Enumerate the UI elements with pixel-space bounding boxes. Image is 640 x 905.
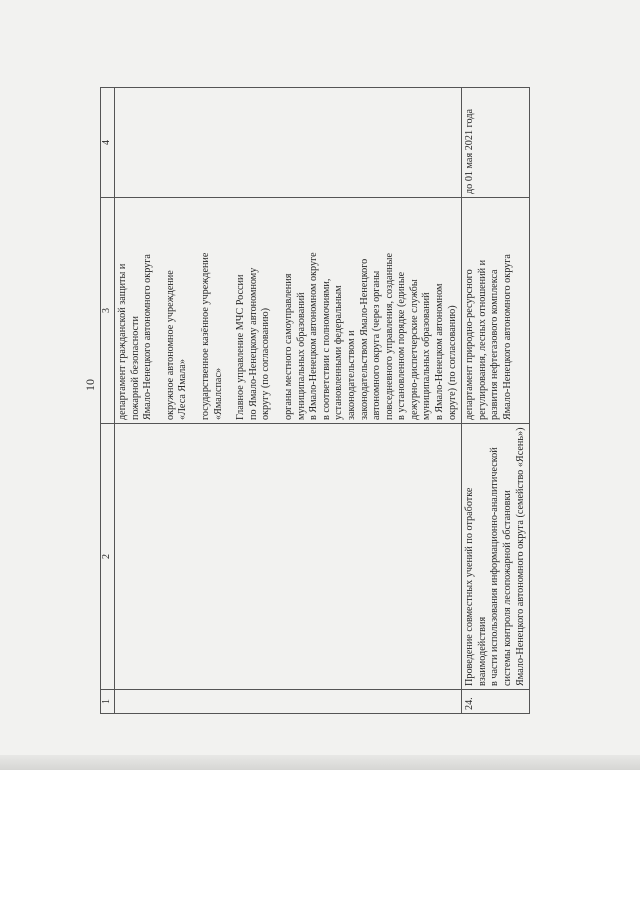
- table-row-continued: [115, 88, 462, 714]
- measures-table: [100, 87, 530, 714]
- executor-item: департамент гражданской защиты и пожарной безопасности Ямало-Ненецкого автономного округа: [117, 254, 154, 420]
- header-cell-1: 1: [101, 690, 115, 714]
- row-number-cell: [115, 690, 462, 714]
- executor-cell: департамент природно-ресурсного регулирования, лесных отношений и развития нефтегазового комплекса Ямало-Ненецкого автономного округа: [462, 198, 530, 424]
- executor-item: окружное автономное учреждение «Леса Ямала»: [164, 270, 189, 420]
- deadline-cell: [115, 88, 462, 198]
- header-cell-4: 4: [101, 88, 115, 198]
- executor-item: Главное управление МЧС России по Ямало-Ненецкому автономному округу (по согласованию): [235, 267, 272, 420]
- header-cell-2: 2: [101, 424, 115, 690]
- row-number-cell: 24.: [462, 690, 530, 714]
- scan-bottom-edge: [0, 755, 640, 770]
- page-number: 10: [83, 379, 97, 391]
- executors-cell: [115, 198, 462, 424]
- deadline-cell: до 01 мая 2021 года: [462, 88, 530, 198]
- action-cell: Проведение совместных учений по отработке взаимодействия в части использования информационно-аналитической системы контроля лесопожарной обстановки Ямало-Ненецкого автономного округа (семейство «Ясень»): [462, 424, 530, 690]
- header-cell-3: 3: [101, 198, 115, 424]
- table-row-24: [462, 88, 530, 714]
- executor-item: государственное казённое учреждение «Ямалспас»: [199, 252, 224, 420]
- table-header-row: [101, 88, 115, 714]
- rotated-table-container: [100, 88, 561, 714]
- action-cell: [115, 424, 462, 690]
- executor-item: органы местного самоуправления муниципальных образований в Ямало-Ненецком автономном округе в соответствии с полномочиями, установленными федеральным законодательством и законодательством Ямало-Ненецкого автономного округа (через органы повседневного управления, созданные в установленном порядке (единые дежурно-диспетчерские службы муниципальных образований в Ямало-Ненецком автономном округе) (по согласованию): [282, 252, 458, 420]
